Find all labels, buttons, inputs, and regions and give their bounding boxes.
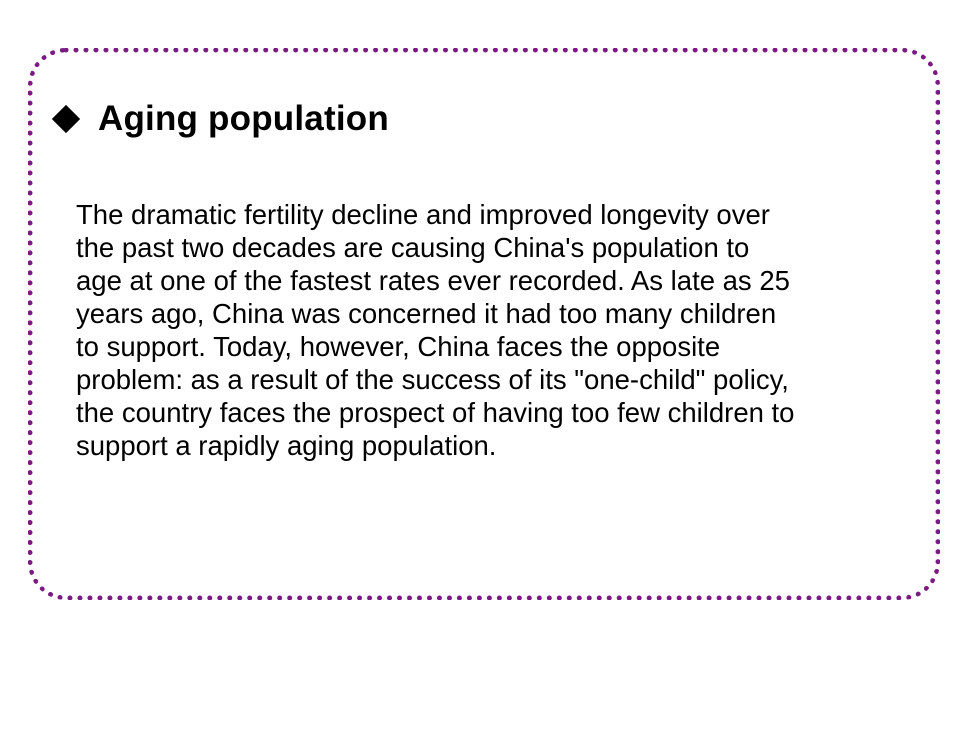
body-paragraph: The dramatic fertility decline and improved longevity over the past two decades are causing China's population to age at one of the fastest rates ever recorded. As late as 25 years ago, China was concerned it had too many children to support. Today, however, China faces the opposite problem: as a result of the success of its "one-child" policy, the country faces the prospect of having too few children to support a rapidly aging population. <box>76 199 795 461</box>
slide-heading <box>52 95 389 143</box>
diamond-bullet-icon <box>52 105 80 133</box>
slide-title: Aging population <box>98 99 389 138</box>
